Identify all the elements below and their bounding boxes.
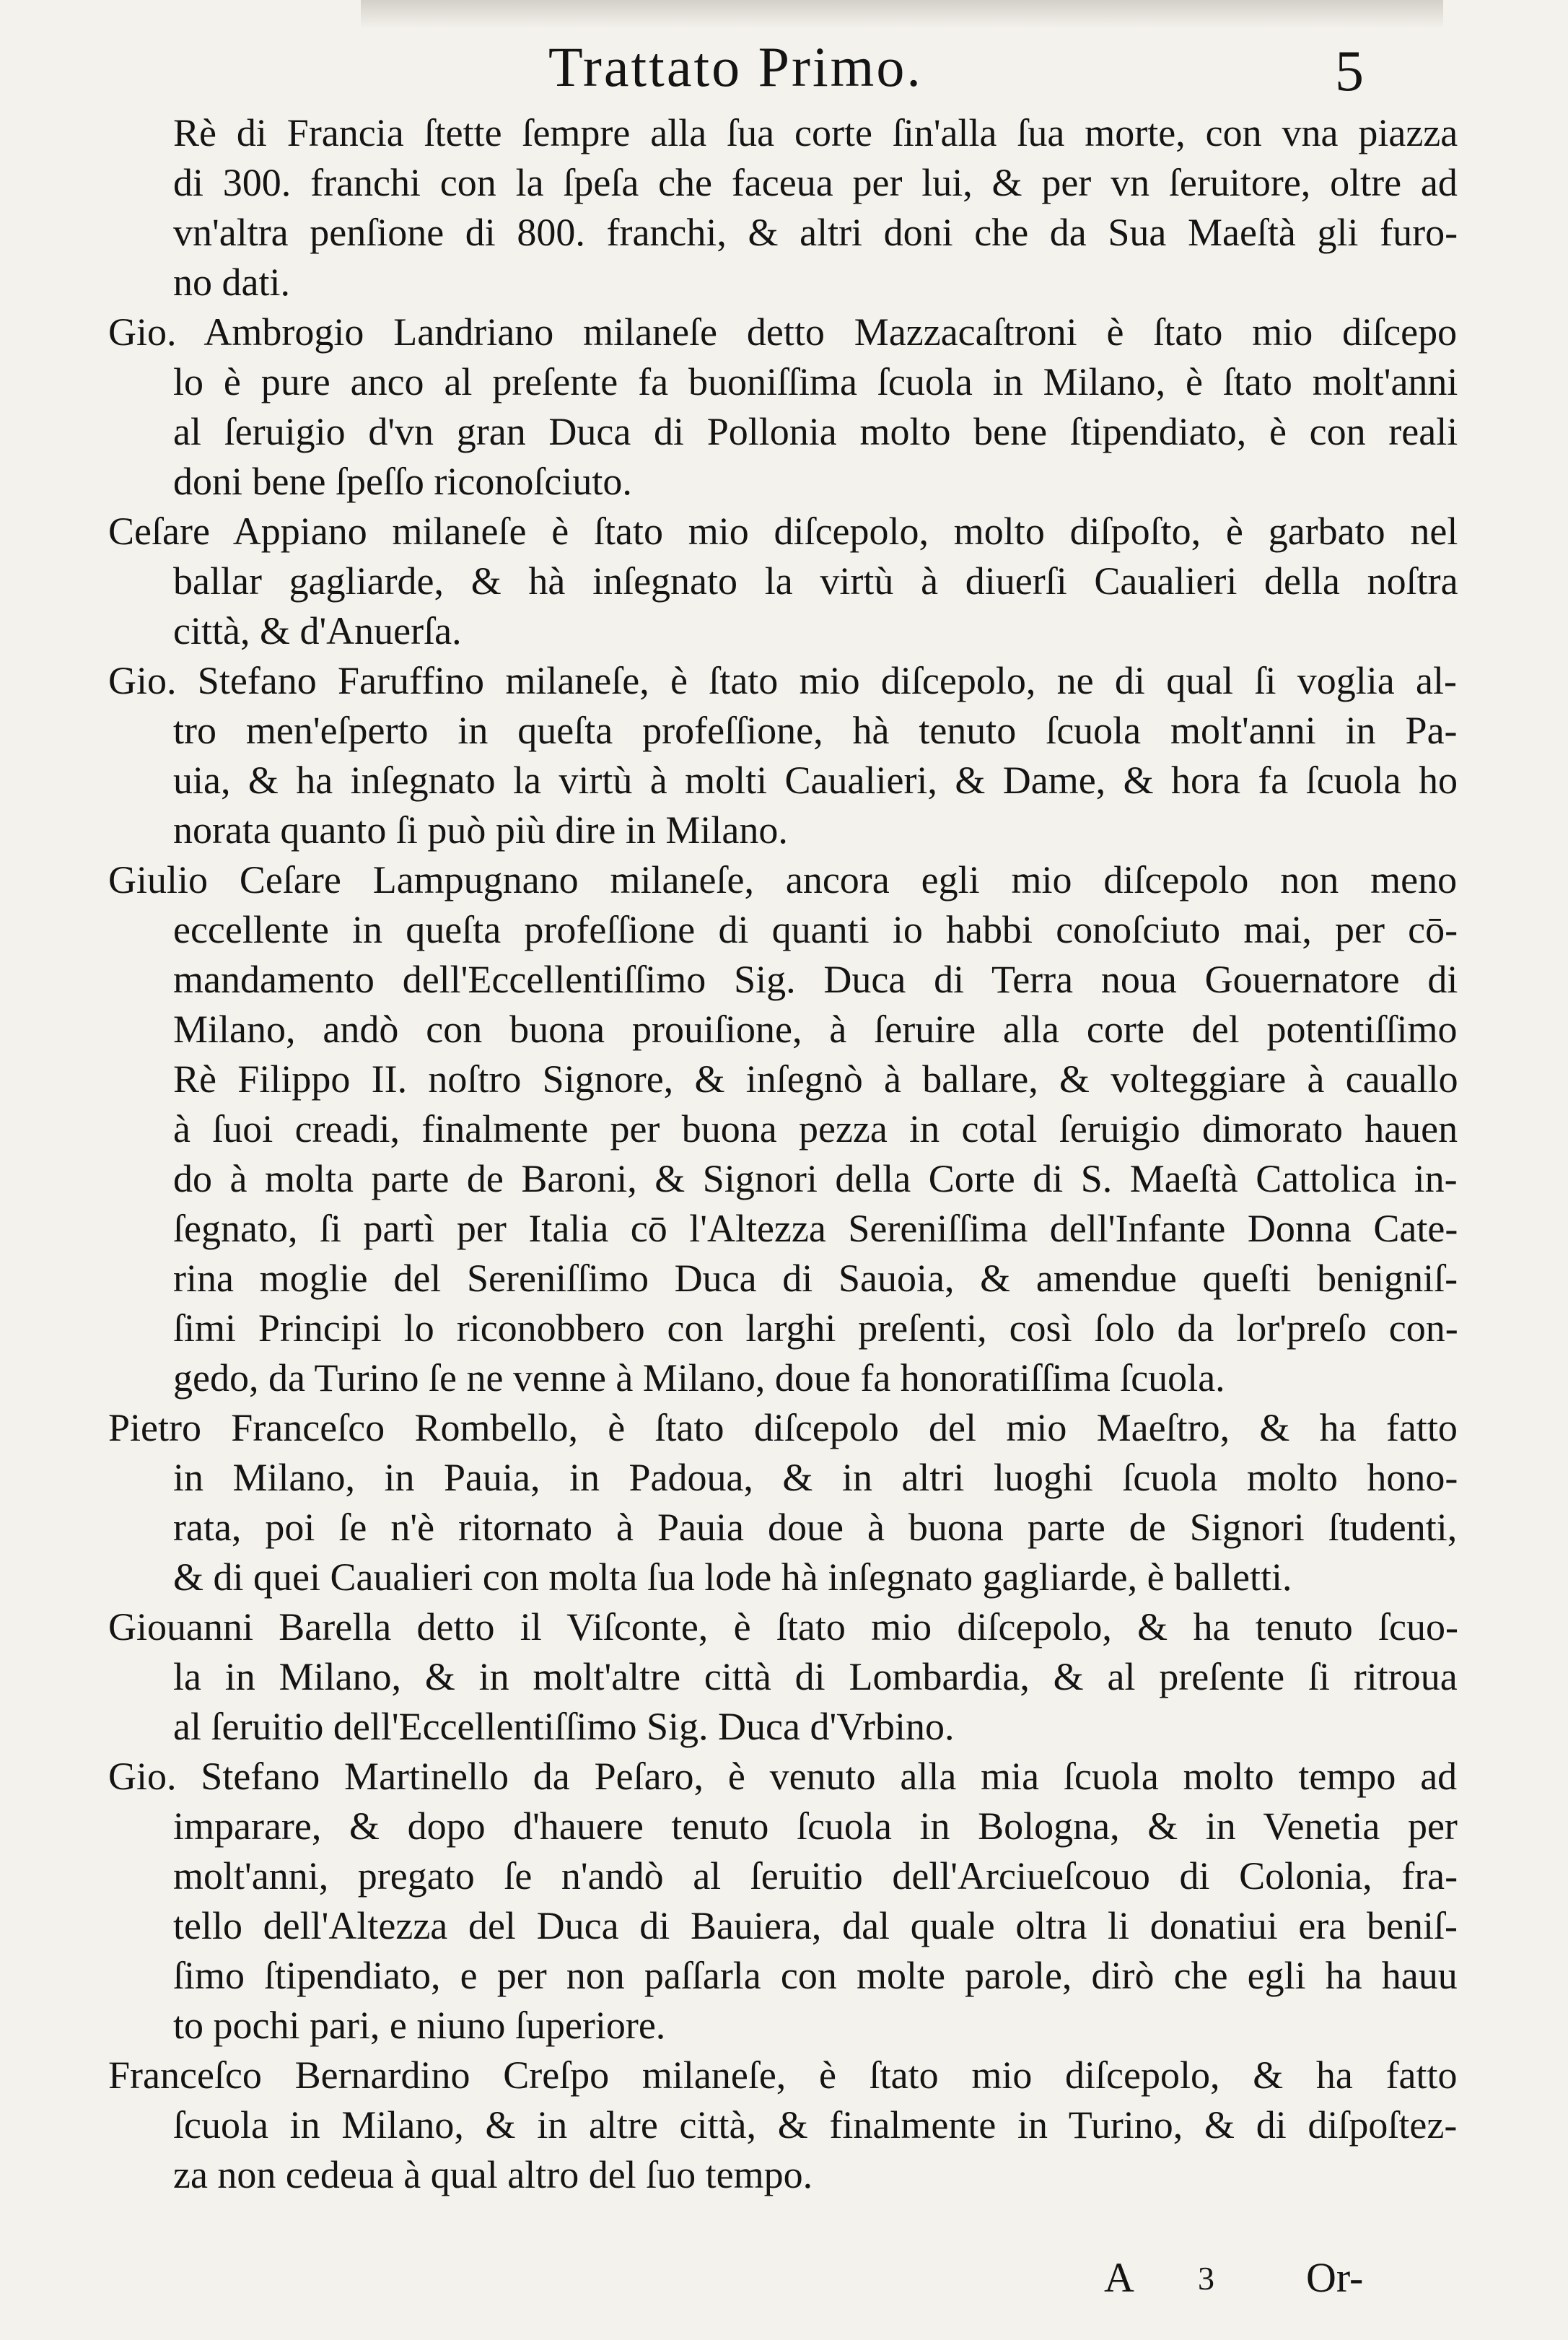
text-line: Giulio Ceſare Lampugnano milaneſe, ancora egli mio diſcepolo non meno bbox=[108, 858, 1458, 901]
text-line: Gio. Stefano Martinello da Peſaro, è venuto alla mia ſcuola molto tempo ad bbox=[108, 1755, 1458, 1798]
disciple-entry bbox=[108, 2051, 1458, 2200]
text-line: tello dell'Altezza del Duca di Bauiera, dal quale oltra li donatiui era beniſ- bbox=[173, 1904, 1458, 1947]
signature-number: 3 bbox=[1198, 2260, 1214, 2297]
text-line: za non cedeua à qual altro del ſuo tempo. bbox=[173, 2153, 813, 2196]
text-line: vn'altra penſione di 800. franchi, & altri doni che da Sua Maeſtà gli furo- bbox=[173, 211, 1458, 254]
text-line: città, & d'Anuerſa. bbox=[173, 609, 462, 652]
text-line: molt'anni, pregato ſe n'andò al ſeruitio dell'Arciueſcouo di Colonia, fra- bbox=[173, 1854, 1458, 1898]
text-line: uia, & ha inſegnato la virtù à molti Caualieri, & Dame, & hora fa ſcuola ho bbox=[173, 759, 1458, 802]
text-line: al ſeruigio d'vn gran Duca di Pollonia molto bene ſtipendiato, è con reali bbox=[173, 410, 1458, 453]
disciple-entry bbox=[108, 507, 1458, 656]
disciple-entry bbox=[108, 855, 1458, 1403]
text-line: imparare, & dopo d'hauere tenuto ſcuola in Bologna, & in Venetia per bbox=[173, 1804, 1458, 1848]
continued-paragraph bbox=[108, 108, 1458, 307]
text-line: doni bene ſpeſſo riconoſciuto. bbox=[173, 460, 632, 503]
text-line: Milano, andò con buona prouiſione, à ſeruire alla corte del potentiſſimo bbox=[173, 1008, 1458, 1051]
signature-mark: A bbox=[1104, 2254, 1134, 2301]
text-line: ballar gagliarde, & hà inſegnato la virtù à diuerſi Caualieri della noſtra bbox=[173, 559, 1458, 603]
text-line: rina moglie del Sereniſſimo Duca di Sauoia, & amendue queſti benigniſ- bbox=[173, 1257, 1458, 1300]
text-line: Gio. Stefano Faruffino milaneſe, è ſtato mio diſcepolo, ne di qual ſi voglia al- bbox=[108, 659, 1458, 702]
body-text bbox=[108, 108, 1458, 2200]
text-line: no dati. bbox=[173, 261, 290, 304]
text-line: rata, poi ſe n'è ritornato à Pauia doue à buona parte de Signori ſtudenti, bbox=[173, 1506, 1458, 1549]
text-line: do à molta parte de Baroni, & Signori della Corte di S. Maeſtà Cattolica in- bbox=[173, 1157, 1458, 1200]
disciple-entry bbox=[108, 656, 1458, 855]
text-line: in Milano, in Pauia, in Padoua, & in altri luoghi ſcuola molto hono- bbox=[173, 1456, 1458, 1499]
text-line: Gio. Ambrogio Landriano milaneſe detto Mazzacaſtroni è ſtato mio diſcepo bbox=[108, 310, 1458, 354]
text-line: & di quei Caualieri con molta ſua lode hà inſegnato gagliarde, è balletti. bbox=[173, 1555, 1292, 1599]
text-line: eccellente in queſta profeſſione di quanti io habbi conoſciuto mai, per cō- bbox=[173, 908, 1458, 951]
text-line: al ſeruitio dell'Eccellentiſſimo Sig. Duca d'Vrbino. bbox=[173, 1705, 955, 1748]
text-line: Pietro Franceſco Rombello, è ſtato diſcepolo del mio Maeſtro, & ha fatto bbox=[108, 1406, 1458, 1449]
catchword: Or- bbox=[1306, 2254, 1364, 2301]
text-line: ſimi Principi lo riconobbero con larghi preſenti, così ſolo da lor'preſo con- bbox=[173, 1306, 1458, 1350]
page-number: 5 bbox=[1335, 40, 1364, 103]
text-line: Franceſco Bernardino Creſpo milaneſe, è ſtato mio diſcepolo, & ha fatto bbox=[108, 2053, 1458, 2097]
text-line: à ſuoi creadi, finalmente per buona pezza in cotal ſeruigio dimorato hauen bbox=[173, 1107, 1458, 1151]
text-line: di 300. franchi con la ſpeſa che faceua per lui, & per vn ſeruitore, oltre ad bbox=[173, 161, 1458, 204]
running-head bbox=[0, 35, 1568, 114]
text-line: Giouanni Barella detto il Viſconte, è ſtato mio diſcepolo, & ha tenuto ſcuo- bbox=[108, 1605, 1458, 1649]
text-line: Rè Filippo II. noſtro Signore, & inſegnò à ballare, & volteggiare à cauallo bbox=[173, 1057, 1458, 1101]
running-title: Trattato Primo. bbox=[548, 35, 923, 98]
text-line: norata quanto ſi può più dire in Milano. bbox=[173, 808, 788, 852]
text-line: gedo, da Turino ſe ne venne à Milano, doue fa honoratiſſima ſcuola. bbox=[173, 1356, 1225, 1400]
text-line: to pochi pari, e niuno ſuperiore. bbox=[173, 2004, 666, 2047]
text-line: tro men'eſperto in queſta profeſſione, hà tenuto ſcuola molt'anni in Pa- bbox=[173, 709, 1458, 752]
text-line: Rè di Francia ſtette ſempre alla ſua corte ſin'alla ſua morte, con vna piazza bbox=[173, 111, 1458, 154]
text-line: Ceſare Appiano milaneſe è ſtato mio diſcepolo, molto diſpoſto, è garbato nel bbox=[108, 510, 1458, 553]
text-line: ſimo ſtipendiato, e per non paſſarla con molte parole, dirò che egli ha hauu bbox=[173, 1954, 1458, 1997]
text-line: ſegnato, ſi partì per Italia cō l'Altezza Sereniſſima dell'Infante Donna Cate- bbox=[173, 1207, 1458, 1250]
disciple-entry bbox=[108, 1403, 1458, 1602]
disciple-entry bbox=[108, 1602, 1458, 1752]
text-line: mandamento dell'Eccellentiſſimo Sig. Duca di Terra noua Gouernatore di bbox=[173, 958, 1458, 1001]
scan-edge-shadow bbox=[361, 0, 1443, 29]
text-line: la in Milano, & in molt'altre città di Lombardia, & al preſente ſi ritroua bbox=[173, 1655, 1458, 1698]
disciple-entry bbox=[108, 1752, 1458, 2051]
page-footer bbox=[1104, 2253, 1508, 2318]
text-line: ſcuola in Milano, & in altre città, & finalmente in Turino, & di diſpoſtez- bbox=[173, 2103, 1458, 2147]
disciple-entry bbox=[108, 307, 1458, 507]
text-line: lo è pure anco al preſente fa buoniſſima ſcuola in Milano, è ſtato molt'anni bbox=[173, 360, 1458, 403]
